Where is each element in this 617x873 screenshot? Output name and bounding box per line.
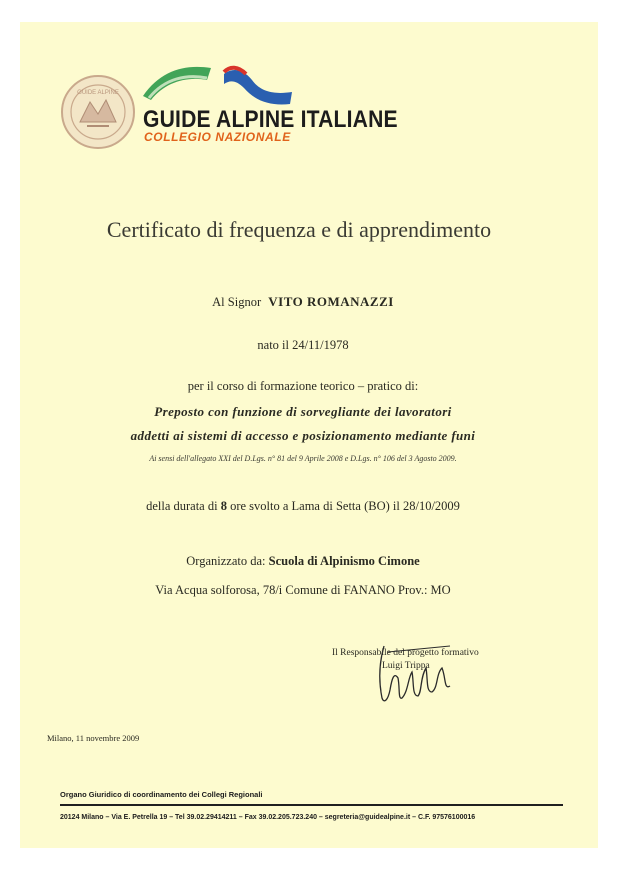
place-date: Milano, 11 novembre 2009 <box>47 733 140 743</box>
org-subtitle: COLLEGIO NAZIONALE <box>144 130 291 144</box>
responsible-role: Il Responsabile del progetto formativo <box>332 648 479 658</box>
recipient-line <box>20 294 586 310</box>
footer-contacts: 20124 Milano – Via E. Petrella 19 – Tel 39.02.29414211 – Fax 39.02.205.723.240 – segreteria@guidealpine.it – C.F. 97576100016 <box>60 814 476 821</box>
footer-org-line: Organo Giuridico di coordinamento dei Collegi Regionali <box>60 790 263 799</box>
course-name-line2: addetti ai sistemi di accesso e posizionamento mediante funi <box>130 428 476 443</box>
certificate-page <box>20 22 598 848</box>
flag-swoosh-logo <box>222 64 294 106</box>
birth-line: nato il 24/11/1978 <box>257 338 349 352</box>
organizer-prefix: Organizzato da: <box>186 554 266 568</box>
recipient-name: VITO ROMANAZZI <box>268 294 394 309</box>
course-intro: per il corso di formazione teorico – pratico di: <box>187 379 419 393</box>
footer-divider <box>60 804 563 806</box>
address-line: Via Acqua solforosa, 78/i Comune di FANANO Prov.: MO <box>155 583 451 597</box>
duration-location: ore svolto a Lama di Setta (BO) il <box>230 499 400 513</box>
handwritten-signature <box>368 638 468 708</box>
duration-prefix: della durata di <box>146 499 218 513</box>
organizer-line <box>20 554 586 569</box>
course-name-line1: Preposto con funzione di sorvegliante dei lavoratori <box>154 404 452 419</box>
legal-reference: Ai sensi dell'allegato XXI del D.Lgs. n° 81 del 9 Aprile 2008 e D.Lgs. n° 106 del 3 Agosto 2009. <box>149 454 457 463</box>
guide-alpine-seal-logo <box>60 74 136 150</box>
certificate-title: Certificato di frequenza e di apprendimento <box>106 217 492 242</box>
recipient-prefix: Al Signor <box>212 295 262 309</box>
svg-text:GUIDE ALPINE: GUIDE ALPINE <box>77 90 119 96</box>
organizer-name: Scuola di Alpinismo Cimone <box>268 554 420 568</box>
flag-swoosh-logo <box>141 62 213 100</box>
duration-line <box>20 499 586 514</box>
course-date: 28/10/2009 <box>402 499 460 513</box>
responsible-name: Luigi Trippa <box>382 661 430 671</box>
org-name: GUIDE ALPINE ITALIANE <box>143 106 398 133</box>
duration-hours: 8 <box>220 499 227 513</box>
